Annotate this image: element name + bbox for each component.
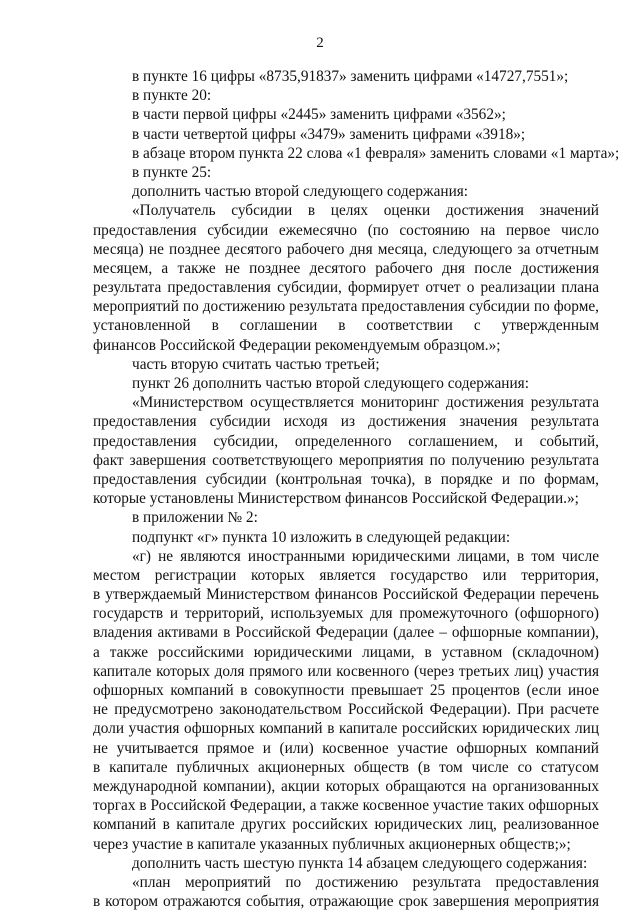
text-line: предоставления субсидии исходя из достижения значения результата — [93, 413, 599, 431]
text-line: в пункте 16 цифры «8735,91837» заменить цифрами «14727,7551»; — [132, 68, 569, 85]
text-line: подпункт «г» пункта 10 изложить в следующей редакции: — [132, 528, 511, 546]
text-line: через участие в капитале указанных публичных акционерных обществ;»; — [93, 835, 571, 853]
document-body — [93, 67, 620, 911]
text-line: офшорных компаний в совокупности превышает 25 процентов (если иное — [93, 682, 599, 699]
text-line: в абзаце втором пункта 22 слова «1 февраля» заменить словами «1 марта»; — [132, 144, 620, 162]
text-line: дополнить часть шестую пункта 14 абзацем следующего содержания: — [132, 854, 588, 872]
text-line: в части четвертой цифры «3479» заменить цифрами «3918»; — [132, 125, 526, 143]
text-line: пункт 26 дополнить частью второй следующего содержания: — [132, 375, 529, 392]
text-line: факт завершения соответствующего мероприятия по получению результата — [93, 451, 599, 469]
text-line: владения активами в Российской Федерации (далее – офшорные компании), — [93, 624, 599, 642]
text-line: результата предоставления субсидии, формирует отчет о реализации плана — [93, 279, 599, 297]
text-line: месяцем, а также не позднее десятого рабочего дня после достижения — [93, 259, 599, 277]
text-line: мероприятий по достижению результата предоставления субсидии по форме, — [93, 298, 599, 316]
text-line: в капитале публичных акционерных обществ (в том числе со статусом — [93, 758, 599, 776]
text-line: «план мероприятий по достижению результата предоставления — [132, 873, 599, 891]
text-line: а также российскими юридическими лицами, в уставном (складочном) — [93, 643, 599, 661]
text-line: торгах в Российской Федерации, а также косвенное участие таких офшорных — [93, 797, 599, 815]
text-line: международной компании), акции которых обращаются на организованных — [93, 777, 599, 795]
text-line: месяца) не позднее десятого рабочего дня месяца, следующего за отчетным — [93, 240, 599, 258]
text-line: капитале которых доля прямого или косвенного (через третьих лиц) участия — [93, 662, 599, 680]
text-line: государств и территорий, используемых для промежуточного (офшорного) — [93, 605, 599, 623]
text-line: предоставления субсидии, определенного соглашением, и событий, — [93, 432, 599, 450]
page-number: 2 — [316, 35, 324, 51]
text-line: компаний в капитале других российских юридических лиц, реализованное — [93, 816, 599, 834]
text-line: «г) не являются иностранными юридическими лицами, в том числе — [132, 547, 599, 565]
text-line: часть вторую считать частью третьей; — [132, 355, 380, 373]
text-line: не предусмотрено законодательством Российской Федерации). При расчете — [93, 701, 599, 719]
text-line: в котором отражаются события, отражающие срок завершения мероприятия — [93, 893, 599, 911]
text-line: предоставления субсидии ежемесячно (по состоянию на первое число — [93, 221, 599, 239]
text-line: предоставления субсидии (контрольная точка), в порядке и по формам, — [93, 470, 599, 488]
text-line: в приложении № 2: — [132, 509, 258, 527]
text-line: в утверждаемый Министерством финансов Российской Федерации перечень — [93, 586, 599, 604]
text-line: не учитывается прямое и (или) косвенное участие офшорных компаний — [93, 739, 599, 757]
text-line: в пункте 25: — [132, 163, 212, 181]
text-line: которые установлены Министерством финансов Российской Федерации.»; — [93, 490, 579, 508]
text-line: в части первой цифры «2445» заменить цифрами «3562»; — [132, 106, 506, 124]
text-line: финансов Российской Федерации рекомендуемым образцом.»; — [93, 336, 501, 354]
text-line: установленной в соглашении в соответствии с утвержденным — [93, 317, 599, 335]
text-line: местом регистрации которых является государство или территория, — [93, 566, 599, 584]
text-line: дополнить частью второй следующего содержания: — [132, 183, 469, 201]
text-line: «Министерством осуществляется мониторинг достижения результата — [132, 394, 599, 412]
text-line: доли участия офшорных компаний в капитале российских юридических лиц — [93, 720, 599, 738]
text-line: «Получатель субсидии в целях оценки достижения значений — [132, 202, 599, 220]
text-line: в пункте 20: — [132, 87, 212, 105]
